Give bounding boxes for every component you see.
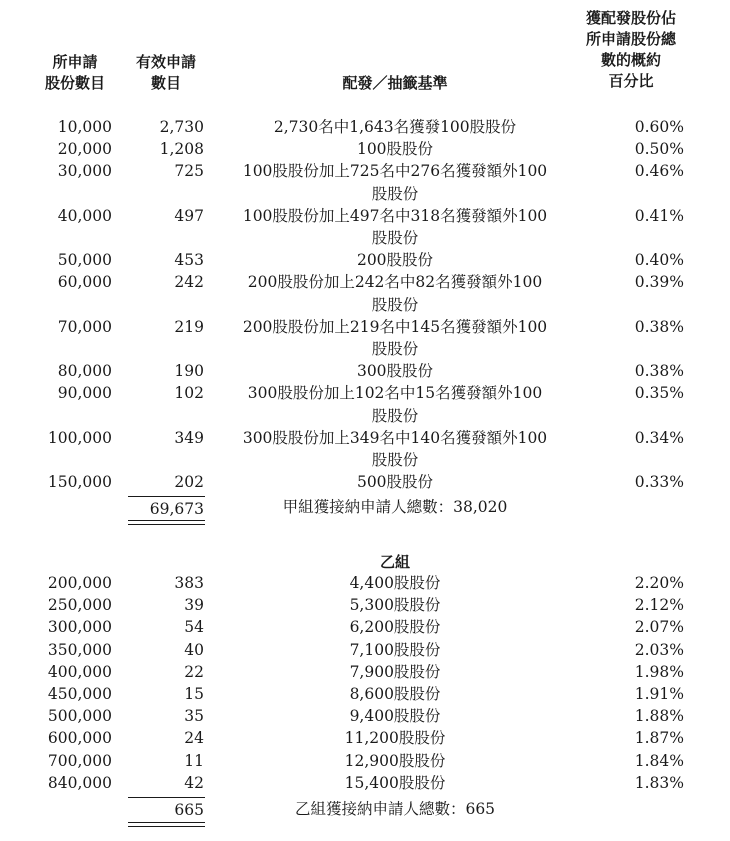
row-basis-line: 300股股份 [356, 362, 434, 381]
group-a-total-text: 甲組獲接納申請人總數：38,020 [282, 498, 508, 516]
row-applications: 15 [184, 685, 204, 703]
header-shares [36, 52, 114, 94]
group-b-total-double-rule [128, 822, 205, 827]
row-applications: 42 [184, 773, 204, 792]
row-basis-line: 股股份 [371, 184, 419, 203]
row-shares: 150,000 [47, 473, 112, 492]
row-applications: 1,208 [159, 140, 204, 159]
row-applications: 2,730 [159, 118, 204, 136]
row-basis-line: 200股股份 [356, 251, 434, 270]
row-applications: 40 [184, 640, 204, 659]
header-shares-line1: 所申請 [52, 53, 98, 71]
row-shares: 400,000 [47, 662, 112, 681]
row-basis-line: 9,400股股份 [349, 707, 441, 726]
header-shares-line2: 股份數目 [44, 74, 105, 92]
row-applications: 725 [174, 162, 204, 181]
row-basis-line: 6,200股股份 [349, 618, 441, 637]
row-applications: 190 [174, 362, 204, 381]
row-applications: 349 [174, 428, 204, 447]
header-percent-line3: 數的概約 [600, 51, 661, 69]
row-shares: 20,000 [57, 140, 112, 159]
row-basis-line: 5,300股股份 [349, 596, 441, 615]
group-b-total-text: 乙組獲接納申請人總數：665 [294, 800, 496, 818]
row-percent: 1.98% [634, 662, 684, 681]
row-applications: 39 [184, 596, 204, 615]
row-shares: 100,000 [47, 428, 112, 447]
row-percent: 0.39% [634, 273, 684, 292]
header-percent [566, 8, 696, 92]
row-basis-line: 股股份 [371, 229, 419, 247]
row-shares: 500,000 [47, 707, 112, 726]
row-percent: 0.46% [634, 162, 684, 181]
row-shares: 840,000 [47, 773, 112, 792]
row-percent: 1.83% [634, 773, 684, 792]
row-shares: 600,000 [47, 729, 112, 748]
row-shares: 30,000 [57, 162, 112, 181]
row-percent: 2.20% [634, 574, 684, 592]
row-percent: 0.50% [634, 140, 684, 159]
row-basis-line: 11,200股股份 [344, 729, 446, 748]
row-basis-line: 100股股份 [356, 140, 434, 159]
row-applications: 22 [184, 662, 204, 681]
row-basis-line: 股股份 [371, 406, 419, 425]
header-percent-line4: 百分比 [608, 72, 654, 90]
group-b-title: 乙組 [379, 553, 410, 571]
row-percent: 0.33% [634, 473, 684, 492]
row-basis-line: 500股股份 [356, 473, 434, 492]
row-applications: 219 [174, 317, 204, 336]
group-b-subtotal-rule [128, 797, 205, 798]
row-applications: 242 [174, 273, 204, 292]
row-percent: 0.41% [634, 206, 684, 225]
row-percent: 2.12% [634, 596, 684, 615]
row-shares: 250,000 [47, 596, 112, 615]
row-shares: 50,000 [57, 251, 112, 270]
row-percent: 0.35% [634, 384, 684, 403]
row-basis-line: 2,730名中1,643名獲發100股股份 [273, 118, 517, 136]
header-applications-line1: 有效申請 [135, 53, 196, 71]
row-percent: 0.60% [634, 118, 684, 136]
row-shares: 80,000 [57, 362, 112, 381]
row-shares: 90,000 [57, 384, 112, 403]
row-basis-line: 股股份 [371, 340, 419, 358]
row-applications: 202 [174, 473, 204, 492]
row-basis-line: 12,900股股份 [344, 751, 446, 770]
group-a-subtotal-rule [128, 496, 205, 497]
row-applications: 24 [184, 729, 204, 748]
row-percent: 0.38% [634, 362, 684, 381]
row-basis-line: 股股份 [371, 295, 419, 314]
row-shares: 450,000 [47, 685, 112, 703]
group-b-total-applications: 665 [174, 801, 204, 819]
header-basis: 配發／抽籤基準 [342, 74, 448, 92]
row-applications: 54 [184, 618, 204, 637]
row-percent: 1.91% [634, 685, 684, 703]
row-percent: 0.40% [634, 251, 684, 270]
row-percent: 2.03% [634, 640, 684, 659]
row-percent: 0.34% [634, 428, 684, 447]
row-percent: 1.88% [634, 707, 684, 726]
row-basis-line: 100股股份加上725名中276名獲發額外100 [242, 162, 548, 181]
row-shares: 350,000 [47, 640, 112, 659]
row-basis-line: 200股股份加上219名中145名獲發額外100 [242, 317, 548, 336]
row-basis-line: 15,400股股份 [344, 773, 446, 792]
row-percent: 2.07% [634, 618, 684, 637]
row-shares: 300,000 [47, 618, 112, 637]
row-shares: 700,000 [47, 751, 112, 770]
row-applications: 497 [174, 206, 204, 225]
row-basis-line: 8,600股股份 [349, 685, 441, 703]
row-basis-line: 股股份 [371, 451, 419, 469]
row-basis-line: 300股股份加上349名中140名獲發額外100 [242, 428, 548, 447]
row-shares: 200,000 [47, 574, 112, 592]
row-basis-line: 7,900股股份 [349, 662, 441, 681]
row-shares: 60,000 [57, 273, 112, 292]
row-basis-line: 7,100股股份 [349, 640, 441, 659]
row-basis-line: 200股股份加上242名中82名獲發額外100 [247, 273, 543, 292]
row-applications: 102 [174, 384, 204, 403]
row-applications: 35 [184, 707, 204, 726]
row-percent: 1.84% [634, 751, 684, 770]
row-shares: 10,000 [57, 118, 112, 136]
row-percent: 0.38% [634, 317, 684, 336]
row-basis-line: 100股股份加上497名中318名獲發額外100 [242, 206, 548, 225]
row-applications: 11 [184, 751, 204, 770]
header-applications [126, 52, 206, 94]
row-shares: 70,000 [57, 317, 112, 336]
group-a-total-applications: 69,673 [149, 500, 204, 518]
row-percent: 1.87% [634, 729, 684, 748]
row-basis-line: 4,400股股份 [349, 574, 441, 592]
row-applications: 383 [174, 574, 204, 592]
row-applications: 453 [174, 251, 204, 270]
row-basis-line: 300股股份加上102名中15名獲發額外100 [247, 384, 543, 403]
header-percent-line2: 所申請股份總 [585, 30, 676, 48]
group-a-total-double-rule [128, 520, 205, 525]
header-applications-line2: 數目 [150, 74, 181, 92]
row-shares: 40,000 [57, 206, 112, 225]
header-percent-line1: 獲配發股份佔 [585, 9, 676, 27]
